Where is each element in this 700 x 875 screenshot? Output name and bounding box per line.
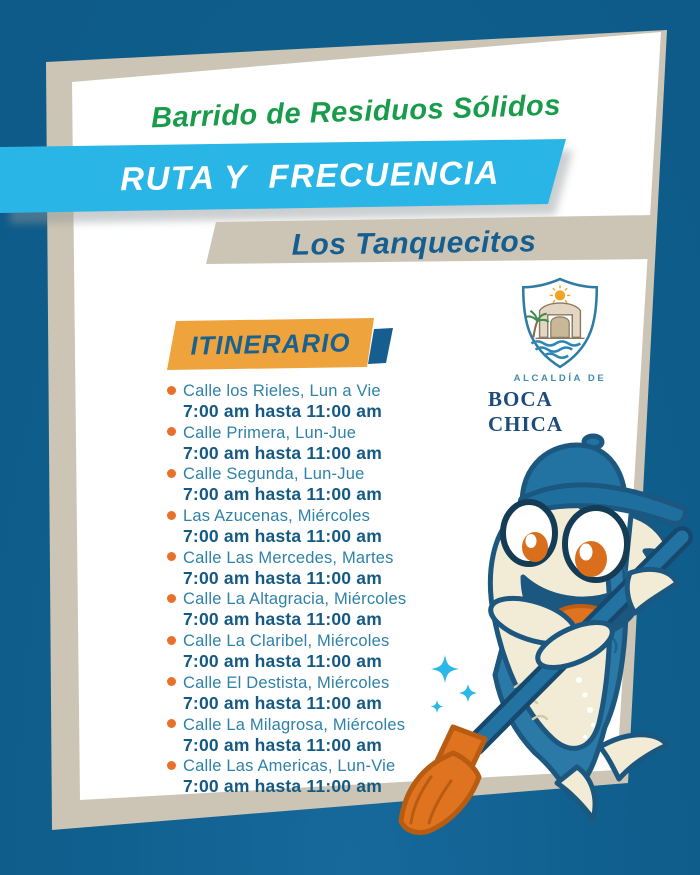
bullet-icon <box>167 386 176 395</box>
crest-shield-icon <box>519 276 601 370</box>
logo-org-small: ALCALDÍA DE <box>513 373 607 384</box>
bullet-icon <box>167 761 176 770</box>
itinerary-heading: ITINERARIO <box>190 326 351 361</box>
street-schedule-text: Calle La Milagrosa, Miércoles <box>183 715 406 734</box>
time-range-text: 7:00 am hasta 11:00 am <box>183 776 382 797</box>
fish-mascot-with-cap-sweeping-broom-icon <box>395 425 700 840</box>
sparkle-icons <box>431 655 478 713</box>
time-range-text: 7:00 am hasta 11:00 am <box>183 401 382 421</box>
street-schedule-text: Calle Primera, Lun-Jue <box>183 423 357 442</box>
street-schedule-text: Calle El Destista, Miércoles <box>183 673 390 692</box>
street-schedule-text: Las Azucenas, Miércoles <box>183 507 371 526</box>
bullet-icon <box>167 469 176 478</box>
time-range-text: 7:00 am hasta 11:00 am <box>183 734 382 755</box>
bullet-icon <box>167 552 176 561</box>
logo-org-large: BOCA CHICA <box>488 387 564 436</box>
street-schedule-text: Calle Las Mercedes, Martes <box>183 548 394 567</box>
street-schedule-text: Calle Las Americas, Lun-Vie <box>183 757 396 776</box>
street-schedule-text: Calle los Rieles, Lun a Vie <box>183 382 381 400</box>
itinerary-item <box>167 381 457 423</box>
time-range-text: 7:00 am hasta 11:00 am <box>183 567 382 588</box>
neighborhood-banner: Los Tanquecitos <box>291 225 537 262</box>
time-range-text: 7:00 am hasta 11:00 am <box>183 442 382 463</box>
time-range-text: 7:00 am hasta 11:00 am <box>183 651 382 672</box>
bullet-icon <box>167 719 176 728</box>
poster-title: Barrido de Residuos Sólidos <box>150 89 562 134</box>
route-frequency-banner: RUTA Y FRECUENCIA <box>119 153 501 198</box>
time-range-text: 7:00 am hasta 11:00 am <box>183 692 382 713</box>
street-schedule-text: Calle Segunda, Lun-Jue <box>183 465 365 484</box>
municipality-logo <box>488 276 632 437</box>
street-schedule-text: Calle La Claribel, Miércoles <box>183 632 390 651</box>
bullet-icon <box>167 427 176 436</box>
bullet-icon <box>167 511 176 520</box>
bullet-icon <box>167 636 176 645</box>
time-range-text: 7:00 am hasta 11:00 am <box>183 484 382 505</box>
bullet-icon <box>167 594 176 603</box>
bullet-icon <box>167 677 176 686</box>
street-schedule-text: Calle La Altagracia, Miércoles <box>183 590 407 609</box>
time-range-text: 7:00 am hasta 11:00 am <box>183 526 382 547</box>
time-range-text: 7:00 am hasta 11:00 am <box>183 609 382 630</box>
